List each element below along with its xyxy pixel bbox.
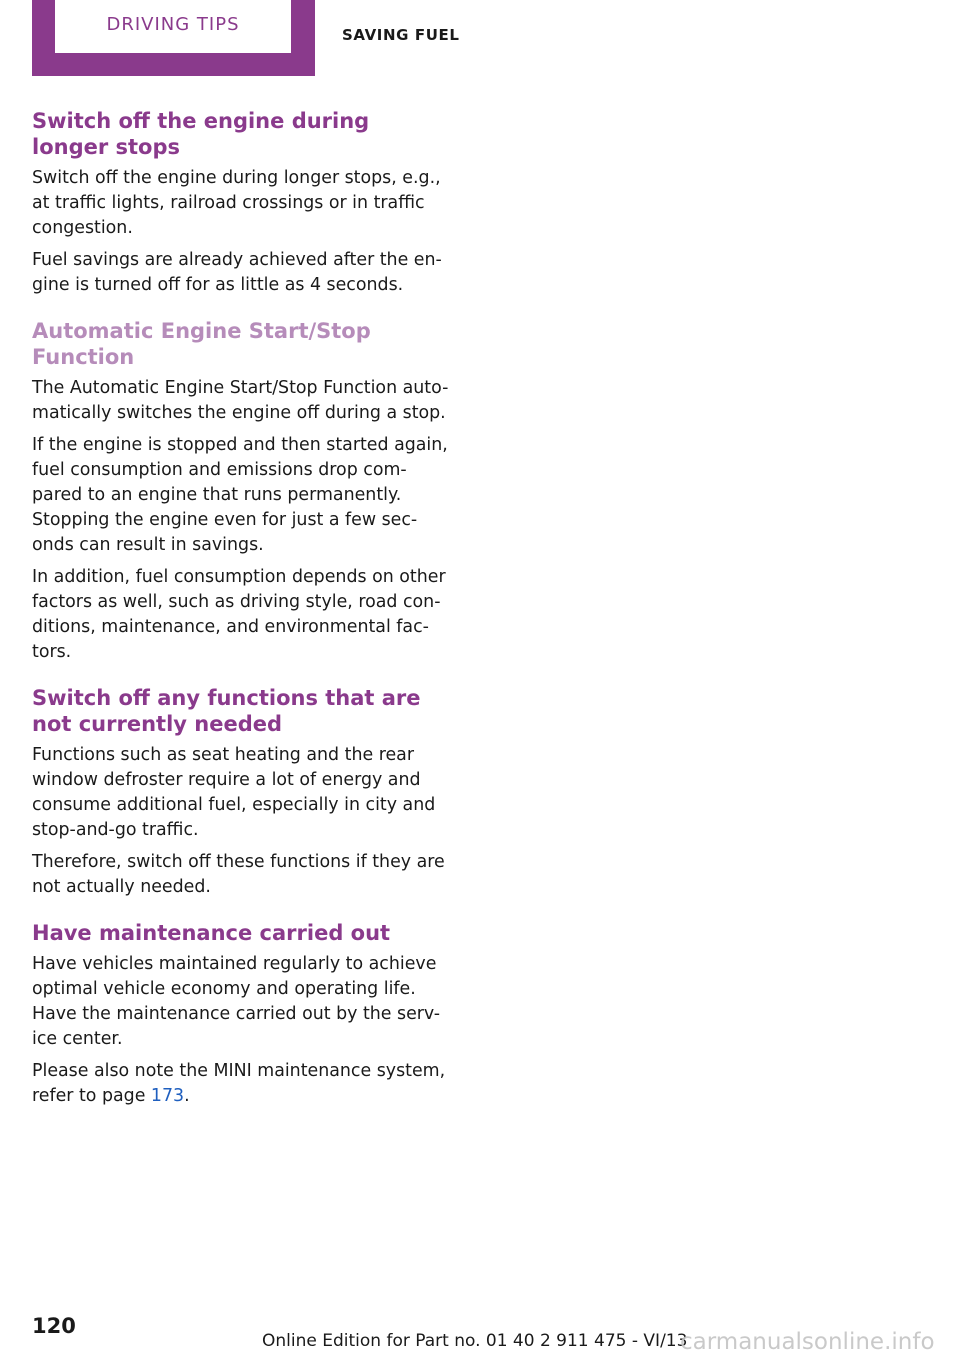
section-functions-off xyxy=(32,685,452,900)
heading-maintenance: Have maintenance carried out xyxy=(32,921,391,945)
chapter-tab xyxy=(32,0,315,76)
paragraph: The Automatic Engine Start/Stop Function auto- matically switches the engine off during a stop. xyxy=(32,378,449,423)
section-maintenance xyxy=(32,920,452,1109)
section-start-stop xyxy=(32,318,452,665)
heading-start-stop: Automatic Engine Start/Stop Function xyxy=(32,319,371,369)
paragraph: Switch off the engine during longer stops, e.g., at traffic lights, railroad crossings or in traffic congestion. xyxy=(32,168,441,238)
section-engine-off xyxy=(32,108,452,298)
heading-functions-off: Switch off any functions that are not currently needed xyxy=(32,686,421,736)
page-link[interactable]: 173 xyxy=(150,1086,185,1106)
paragraph-text-end: . xyxy=(184,1086,190,1106)
paragraph-maintenance-ref xyxy=(32,1059,452,1109)
heading-engine-off: Switch off the engine during longer stops xyxy=(32,109,370,159)
edition-text: Online Edition for Part no. 01 40 2 911 475 - VI/13 xyxy=(262,1331,688,1351)
paragraph: Have vehicles maintained regularly to achieve optimal vehicle economy and operating life. Have the maintenance carried out by the serv- ice center. xyxy=(32,954,441,1049)
paragraph: In addition, fuel consumption depends on other factors as well, such as driving style, road con- ditions, maintenance, and environmental fac- tors. xyxy=(32,567,446,662)
watermark: carmanualsonline.info xyxy=(680,1329,935,1355)
paragraph: If the engine is stopped and then started again, fuel consumption and emissions drop com- pared to an engine that runs permanently. Stopping the engine even for just a few sec- onds can result in savings. xyxy=(32,435,448,555)
paragraph: Therefore, switch off these functions if they are not actually needed. xyxy=(32,852,445,897)
chapter-title: DRIVING TIPS xyxy=(106,14,240,35)
paragraph-text: Please also note the MINI maintenance system, refer to page xyxy=(32,1061,446,1106)
page-number: 120 xyxy=(32,1314,76,1338)
paragraph: Functions such as seat heating and the rear window defroster require a lot of energy and consume additional fuel, especially in city and stop-and-go traffic. xyxy=(32,745,436,840)
chapter-tab-label-box xyxy=(55,0,291,53)
main-content xyxy=(32,108,452,1116)
section-title: SAVING FUEL xyxy=(342,26,460,44)
paragraph: Fuel savings are already achieved after the en- gine is turned off for as little as 4 seconds. xyxy=(32,250,442,295)
